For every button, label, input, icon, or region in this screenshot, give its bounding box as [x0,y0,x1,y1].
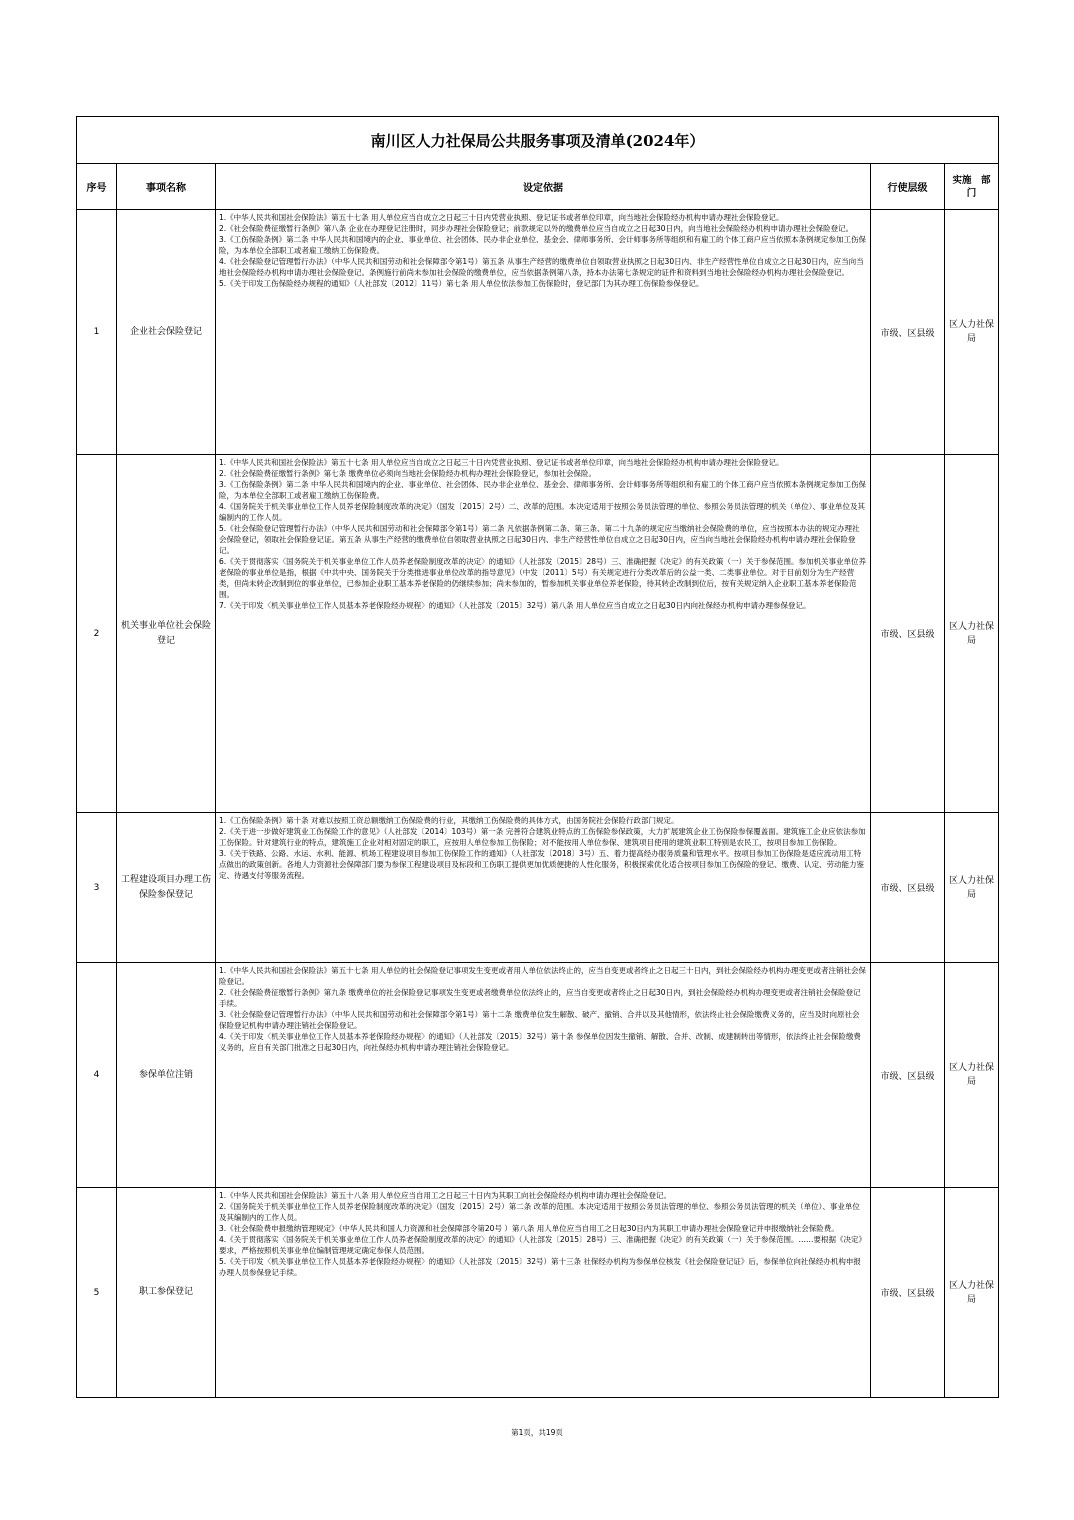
row-name: 企业社会保险登记 [117,210,216,455]
basis-item: 5.《关于印发工伤保险经办规程的通知》（人社部发〔2012〕11号）第七条 用人单位依法参加工伤保险时，登记部门为其办理工伤保险参保登记。 [219,279,704,288]
basis-item: 1.《中华人民共和国社会保险法》第五十七条 用人单位的社会保险登记事项发生变更或者用人单位依法终止的，应当自变更或者终止之日起三十日内，到社会保险经办机构办理变更或者注销社会保险登记。 [219,966,867,986]
basis-item: 4.《关于贯彻落实〈国务院关于机关事业单位工作人员养老保险制度改革的决定〉的通知》（人社部发〔2015〕28号）三、准确把握《决定》的有关政策（一）关于参保范围。……要根据《决定》要求，严格按照机关事业单位编制管理规定确定参保人员范围。 [219,1235,867,1255]
row-dept: 区人力社保局 [945,455,999,813]
header-seq: 序号 [77,164,117,210]
header-level: 行使层级 [871,164,945,210]
basis-item: 2.《社会保险费征缴暂行条例》第九条 缴费单位的社会保险登记事项发生变更或者缴费单位依法终止的，应当自变更或者终止之日起30日内，到社会保险经办机构办理变更或者注销社会保险登记手续。 [219,988,861,1008]
row-level: 市级、区县级 [871,1188,945,1398]
basis-item: 4.《社会保险登记管理暂行办法》（中华人民共和国劳动和社会保障部令第1号）第五条 从事生产经营的缴费单位自领取营业执照之日起30日内、非生产经营性单位自成立之日起30日内，应当向当地社会保险经办机构申请办理社会保险登记。条例施行前尚未参加社会保险的缴费单位，应当依据条例第八条，持本办法第七条规定的证件和资料到当地社会保险经办机构办理社会保险登记。 [219,257,864,277]
basis-item: 7.《关于印发〈机关事业单位工作人员基本养老保险经办规程〉的通知》（人社部发〔2015〕32号）第八条 用人单位应当自成立之日起30日内向社保经办机构申请办理参保登记。 [219,601,811,610]
document-title: 南川区人力社保局公共服务事项及清单(2024年） [77,117,999,164]
row-level: 市级、区县级 [871,963,945,1188]
table-row [77,455,999,813]
basis-item: 5.《社会保险登记管理暂行办法》（中华人民共和国劳动和社会保障部令第1号）第二条 凡依据条例第二条、第三条、第二十九条的规定应当缴纳社会保险费的单位，应当按照本办法的规定办理社会保险登记，领取社会保险登记证。第五条 从事生产经营的缴费单位自领取营业执照之日起30日内、非生产经营性单位自成立之日起30日内，应当向当地社会保险经办机构申请办理社会保险登记。 [219,524,860,555]
table-header-row [77,164,999,210]
row-basis [216,963,871,1188]
page-footer: 第1页，共19页 [511,1428,563,1437]
basis-item: 6.《关于贯彻落实〈国务院关于机关事业单位工作人员养老保险制度改革的决定〉的通知》（人社部发〔2015〕28号）三、准确把握《决定》的有关政策（一）关于参保范围。参加机关事业单位养老保险的事业单位是指，根据《中共中央、国务院关于分类推进事业单位改革的指导意见》（中发〔2011〕5号）有关规定进行分类改革后的公益一类、二类事业单位。对于目前划分为生产经营类，但尚未转企改制到位的事业单位，已参加企业职工基本养老保险的仍继续参加；尚未参加的，暂参加机关事业单位养老保险，待其转企改制到位后，按有关规定纳入企业职工基本养老保险范围。 [219,557,867,599]
row-name: 参保单位注销 [117,963,216,1188]
header-basis: 设定依据 [216,164,871,210]
basis-item: 1.《中华人民共和国社会保险法》第五十八条 用人单位应当自用工之日起三十日内为其职工向社会保险经办机构申请办理社会保险登记。 [219,1191,672,1200]
row-basis [216,813,871,963]
basis-item: 2.《国务院关于机关事业单位工作人员养老保险制度改革的决定》（国发〔2015〕2号）第二条 改革的范围。本决定适用于按照公务员法管理的单位、参照公务员法管理的机关（单位）、事业单位及其编制内的工作人员。 [219,1202,860,1222]
row-basis [216,455,871,813]
basis-item: 3.《关于铁路、公路、水运、水利、能源、机场工程建设项目参加工伤保险工作的通知》（人社部发〔2018〕3号）五、着力提高经办服务质量和管理水平。按项目参加工伤保险是适应流动用工特点做出的政策创新。各地人力资源社会保障部门要为参保工程建设项目及标段和工伤职工提供更加优质便捷的人性化服务，积极探索优化适合按项目参加工伤保险的登记、缴费、认定、劳动能力鉴定、待遇支付等服务流程。 [219,849,864,880]
row-dept: 区人力社保局 [945,210,999,455]
basis-item: 5.《关于印发〈机关事业单位工作人员基本养老保险经办规程〉的通知》（人社部发〔2015〕32号）第十三条 社保经办机构为参保单位核发《社会保险登记证》后，参保单位向社保经办机构申报办理人员参保登记手续。 [219,1257,861,1277]
basis-item: 4.《关于印发〈机关事业单位工作人员基本养老保险经办规程〉的通知》（人社部发〔2015〕32号）第十条 参保单位因发生撤销、解散、合并、改制、成建制转出等情形，依法终止社会保险缴费义务的，应自有关部门批准之日起30日内，向社保经办机构申请办理注销社会保险登记。 [219,1032,861,1052]
row-name: 机关事业单位社会保险登记 [117,455,216,813]
table-row [77,210,999,455]
row-dept: 区人力社保局 [945,963,999,1188]
row-dept: 区人力社保局 [945,1188,999,1398]
basis-item: 3.《工伤保险条例》第二条 中华人民共和国境内的企业、事业单位、社会团体、民办非企业单位、基金会、律师事务所、会计师事务所等组织和有雇工的个体工商户应当依照本条例规定参加工伤保险，为本单位全部职工或者雇工缴纳工伤保险费。 [219,235,867,255]
row-name: 职工参保登记 [117,1188,216,1398]
row-level: 市级、区县级 [871,210,945,455]
document-sheet [76,116,998,1398]
row-level: 市级、区县级 [871,455,945,813]
row-seq: 4 [77,963,117,1188]
row-seq: 1 [77,210,117,455]
row-level: 市级、区县级 [871,813,945,963]
basis-item: 3.《工伤保险条例》第二条 中华人民共和国境内的企业、事业单位、社会团体、民办非企业单位、基金会、律师事务所、会计师事务所等组织和有雇工的个体工商户应当依照本条例规定参加工伤保险，为本单位全部职工或者雇工缴纳工伤保险费。 [219,480,867,500]
row-seq: 3 [77,813,117,963]
table-row [77,813,999,963]
service-list-table [76,116,999,1398]
row-dept: 区人力社保局 [945,813,999,963]
row-seq: 2 [77,455,117,813]
basis-item: 1.《中华人民共和国社会保险法》第五十七条 用人单位应当自成立之日起三十日内凭营业执照、登记证书或者单位印章，向当地社会保险经办机构申请办理社会保险登记。 [219,213,784,222]
basis-item: 1.《中华人民共和国社会保险法》第五十七条 用人单位应当自成立之日起三十日内凭营业执照、登记证书或者单位印章，向当地社会保险经办机构申请办理社会保险登记。 [219,458,784,467]
row-basis [216,1188,871,1398]
row-name: 工程建设项目办理工伤保险参保登记 [117,813,216,963]
basis-item: 2.《社会保险费征缴暂行条例》第八条 企业在办理登记注册时，同步办理社会保险登记；前款规定以外的缴费单位应当自成立之日起30日内，向当地社会保险经办机构申请办理社会保险登记。 [219,224,854,233]
basis-item: 3.《社会保险登记管理暂行办法》（中华人民共和国劳动和社会保障部令第1号）第十二条 缴费单位发生解散、破产、撤销、合并以及其他情形，依法终止社会保险缴费义务的，应当及时向原社会保险登记机构申请办理注销社会保险登记。 [219,1010,860,1030]
row-basis [216,210,871,455]
row-seq: 5 [77,1188,117,1398]
basis-item: 2.《关于进一步做好建筑业工伤保险工作的意见》（人社部发〔2014〕103号）第一条 完善符合建筑业特点的工伤保险参保政策，大力扩展建筑企业工伤保险参保覆盖面。建筑施工企业应依法参加工伤保险。针对建筑行业的特点，建筑施工企业对相对固定的职工，应按用人单位参加工伤保险；对不能按用人单位参保、建筑项目使用的建筑业职工特别是农民工，按项目参加工伤保险。 [219,827,866,847]
header-dept: 实施 部门 [945,164,999,210]
table-row [77,1188,999,1398]
basis-item: 2.《社会保险费征缴暂行条例》第七条 缴费单位必须向当地社会保险经办机构办理社会保险登记，参加社会保险。 [219,469,597,478]
basis-item: 3.《社会保险费申报缴纳管理规定》（中华人民共和国人力资源和社会保障部令第20号 ）第八条 用人单位应当自用工之日起30日内为其职工申请办理社会保险登记并申报缴纳社会保险费。 [219,1224,839,1233]
header-name: 事项名称 [117,164,216,210]
table-row [77,963,999,1188]
basis-item: 4.《国务院关于机关事业单位工作人员养老保险制度改革的决定》（国发〔2015〕2号）二、改革的范围。本决定适用于按照公务员法管理的单位、参照公务员法管理的机关（单位）、事业单位及其编制内的工作人员。 [219,502,866,522]
basis-item: 1.《工伤保险条例》第十条 对难以按照工资总额缴纳工伤保险费的行业，其缴纳工伤保险费的具体方式，由国务院社会保险行政部门规定。 [219,816,679,825]
